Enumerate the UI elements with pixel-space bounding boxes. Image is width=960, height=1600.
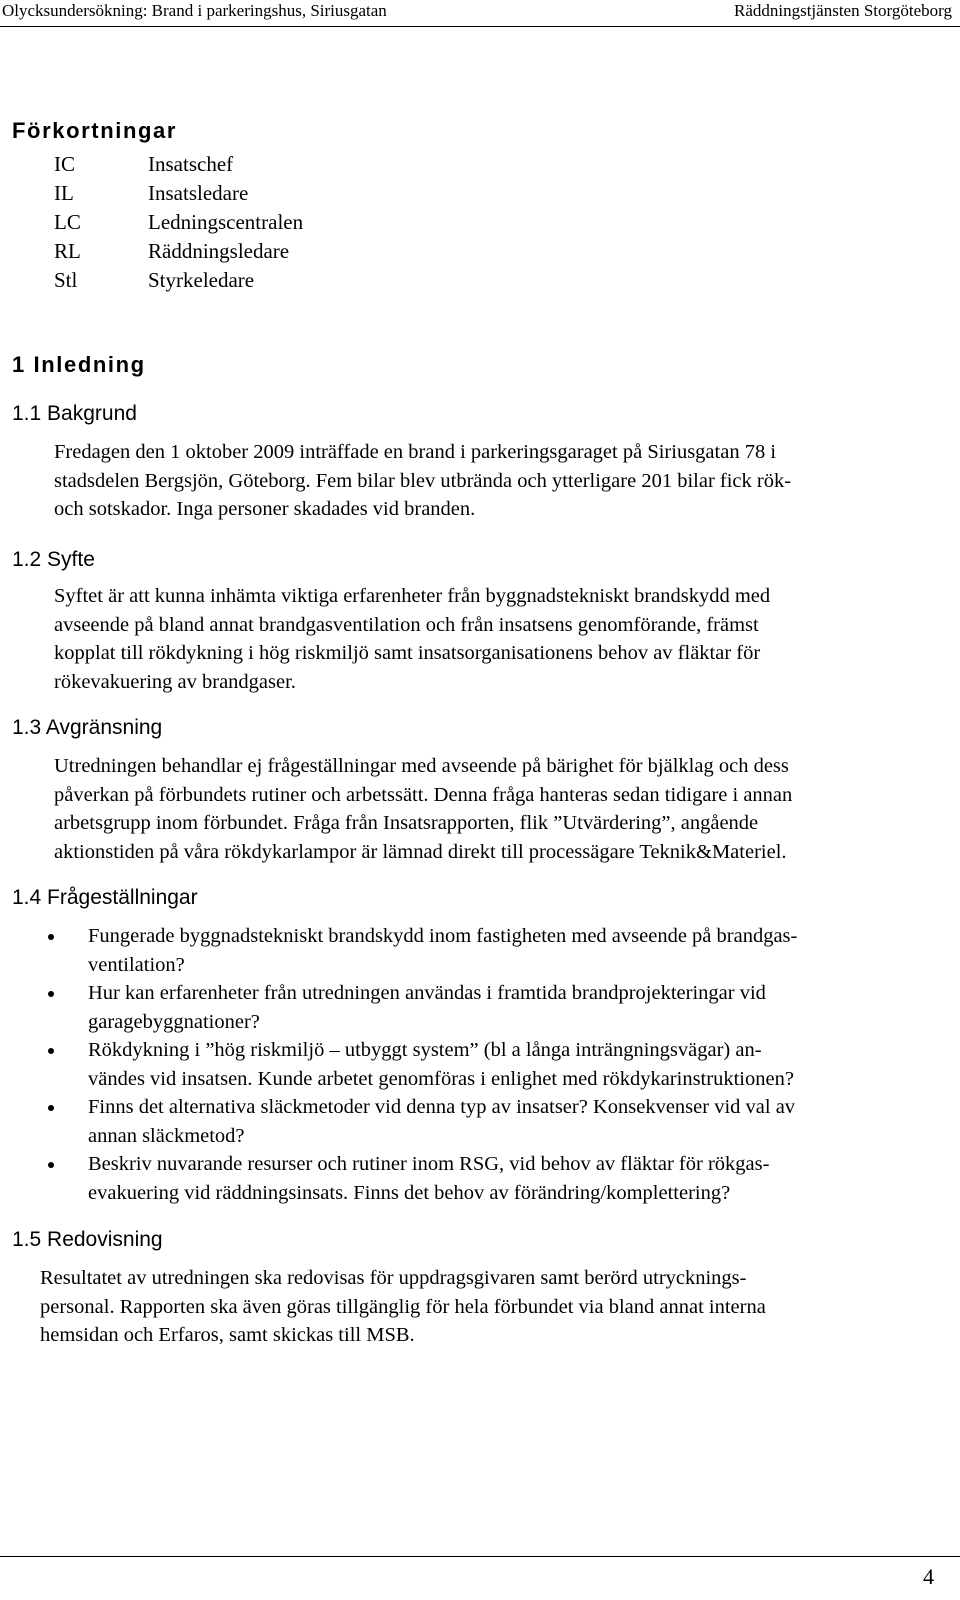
abbreviations-heading: Förkortningar — [12, 118, 178, 143]
abbreviation-code: RL — [54, 239, 81, 263]
section-heading-fragestallningar: 1.4 Frågeställningar — [12, 886, 198, 909]
abbreviation-code: IL — [54, 181, 74, 205]
list-item-line: ventilation? — [88, 953, 185, 976]
page-header — [0, 0, 960, 26]
abbreviation-code: IC — [54, 152, 75, 176]
list-item-line: Fungerade byggnadstekniskt brandskydd inom fastigheten med avseende på brandgas- — [88, 925, 798, 947]
paragraph-line: kopplat till rökdykning i hög riskmiljö samt insatsorganisationens behov av fläktar för — [54, 642, 761, 664]
bullet-icon — [48, 1105, 54, 1111]
bullet-icon — [48, 934, 54, 940]
list-item — [40, 979, 948, 1036]
list-item-line: garagebyggnationer? — [88, 1010, 260, 1033]
list-item-line: Beskriv nuvarande resurser och rutiner inom RSG, vid behov av fläktar för rökgas- — [88, 1153, 770, 1175]
list-item — [40, 922, 948, 979]
abbreviation-row — [54, 208, 303, 237]
abbreviation-meaning: Räddningsledare — [148, 239, 290, 263]
avgransning-paragraph — [54, 752, 944, 866]
redovisning-paragraph — [40, 1264, 944, 1350]
abbreviation-meaning: Insatsledare — [148, 181, 249, 205]
bakgrund-paragraph — [54, 438, 944, 524]
list-item — [40, 1036, 948, 1093]
footer-divider — [0, 1556, 960, 1557]
list-item-line: evakuering vid räddningsinsats. Finns det behov av förändring/komplettering? — [88, 1181, 731, 1204]
abbreviations-list — [54, 150, 303, 295]
abbreviation-row — [54, 266, 303, 295]
paragraph-line: arbetsgrupp inom förbundet. Fråga från Insatsrapporten, flik ”Utvärdering”, angående — [54, 812, 759, 834]
paragraph-line: avseende på bland annat brandgasventilation och från insatsens genomförande, främst — [54, 613, 759, 636]
question-list — [40, 922, 948, 1207]
syfte-paragraph — [54, 582, 944, 696]
abbreviation-row — [54, 150, 303, 179]
paragraph-line: rökevakuering av brandgaser. — [54, 670, 296, 693]
header-organization: Räddningstjänsten Storgöteborg — [733, 1, 952, 20]
section-heading-bakgrund: 1.1 Bakgrund — [12, 402, 137, 425]
abbreviation-meaning: Ledningscentralen — [148, 210, 304, 234]
bullet-icon — [48, 1162, 54, 1168]
paragraph-line: hemsidan och Erfaros, samt skickas till MSB. — [40, 1324, 415, 1346]
list-item — [40, 1150, 948, 1207]
list-item-line: Finns det alternativa släckmetoder vid denna typ av insatser? Konsekvenser vid val av — [88, 1096, 796, 1118]
abbreviation-meaning: Styrkeledare — [148, 268, 255, 292]
paragraph-line: Syftet är att kunna inhämta viktiga erfarenheter från byggnadstekniskt brandskydd med — [54, 585, 771, 607]
paragraph-line: stadsdelen Bergsjön, Göteborg. Fem bilar blev utbrända och ytterligare 201 bilar fick rök- — [54, 469, 792, 492]
page-number: 4 — [923, 1564, 934, 1589]
paragraph-line: Fredagen den 1 oktober 2009 inträffade en brand i parkeringsgaraget på Siriusgatan 78 i — [54, 441, 777, 463]
header-title: Olycksundersökning: Brand i parkeringshus, Siriusgatan — [2, 1, 387, 20]
abbreviation-code: Stl — [54, 268, 78, 292]
paragraph-line: Resultatet av utredningen ska redovisas för uppdragsgivaren samt berörd utrycknings- — [40, 1267, 747, 1289]
paragraph-line: Utredningen behandlar ej frågeställningar med avseende på bärighet för bjälklag och dess — [54, 755, 789, 777]
list-item-line: Rökdykning i ”hög riskmiljö – utbyggt system” (bl a långa inträngningsvägar) an- — [88, 1039, 762, 1061]
list-item-line: Hur kan erfarenheter från utredningen användas i framtida brandprojekteringar vid — [88, 982, 766, 1004]
list-item — [40, 1093, 948, 1150]
abbreviation-code: LC — [54, 210, 81, 234]
abbreviation-row — [54, 237, 303, 266]
paragraph-line: personal. Rapporten ska även göras tillgänglig för hela förbundet via bland annat interna — [40, 1295, 766, 1318]
chapter-heading: 1 Inledning — [12, 352, 146, 377]
paragraph-line: och sotskador. Inga personer skadades vid branden. — [54, 498, 476, 520]
abbreviation-meaning: Insatschef — [148, 152, 234, 176]
abbreviation-row — [54, 179, 303, 208]
section-heading-redovisning: 1.5 Redovisning — [12, 1228, 163, 1251]
list-item-line: annan släckmetod? — [88, 1124, 245, 1147]
paragraph-line: påverkan på förbundets rutiner och arbetssätt. Denna fråga hanteras sedan tidigare i annan — [54, 783, 793, 806]
bullet-icon — [48, 1048, 54, 1054]
list-item-line: vändes vid insatsen. Kunde arbetet genomföras i enlighet med rökdykarinstruktionen? — [88, 1067, 794, 1090]
bullet-icon — [48, 991, 54, 997]
section-heading-avgransning: 1.3 Avgränsning — [12, 716, 163, 739]
header-divider — [0, 26, 960, 27]
paragraph-line: aktionstiden på våra rökdykarlampor är lämnad direkt till processägare Teknik&Materiel. — [54, 840, 787, 863]
section-heading-syfte: 1.2 Syfte — [12, 548, 95, 571]
